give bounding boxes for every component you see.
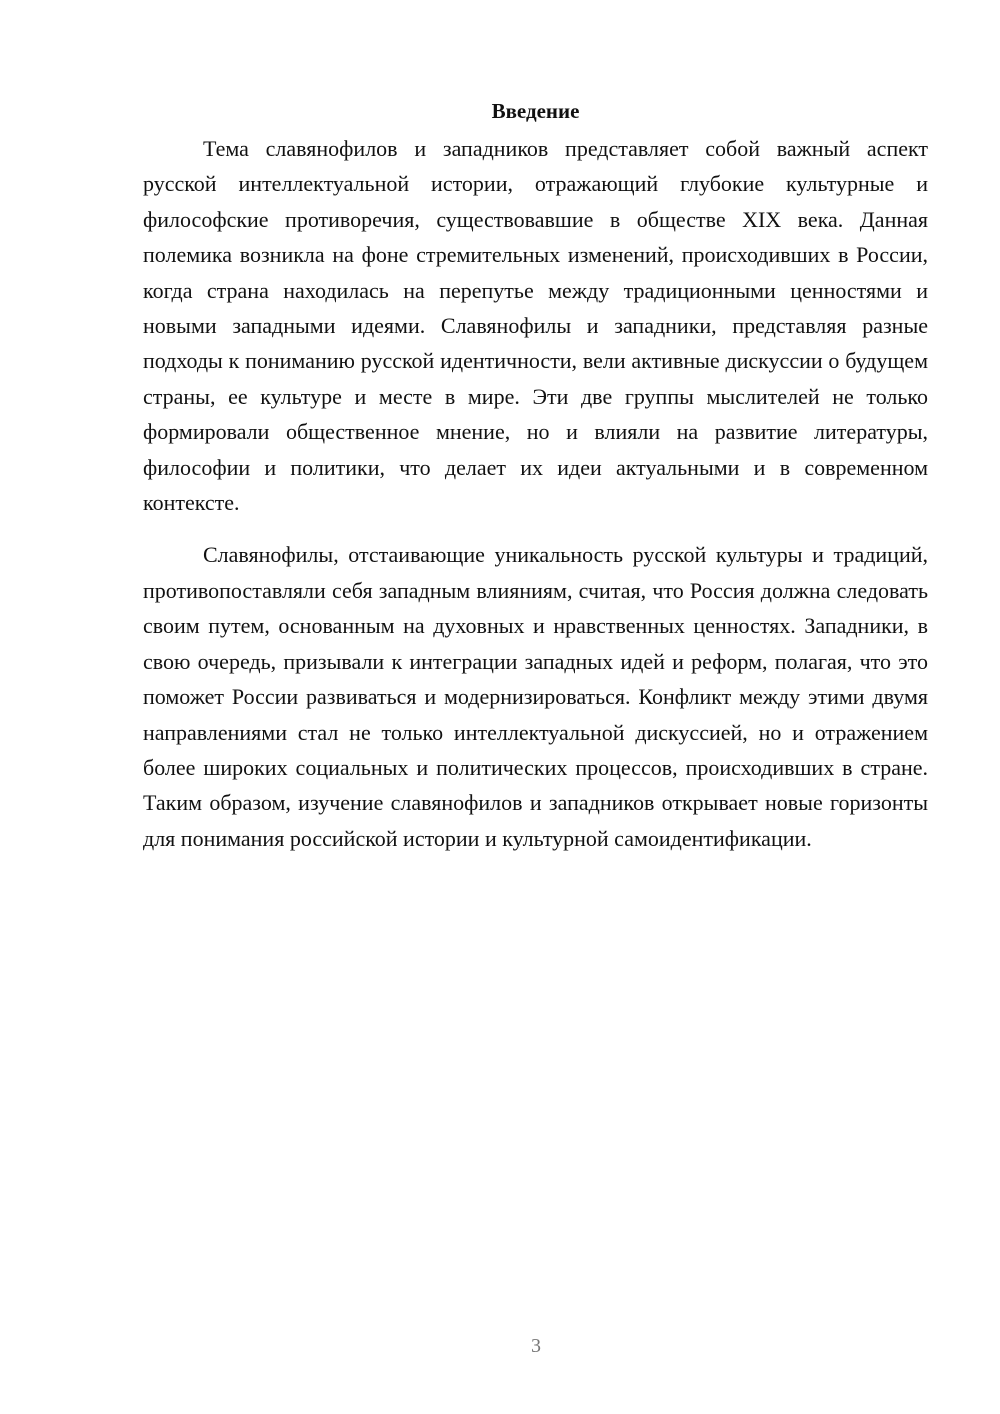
section-title: Введение (491, 99, 580, 123)
page-content (143, 96, 928, 856)
page-number: 3 (531, 1335, 541, 1357)
body-paragraph-1: Тема славянофилов и западников представляет собой важный аспект русской интеллектуальной истории, отражающий глубокие культурные и философские противоречия, существовавшие в обществе XIX века. Данная полемика возникла на фоне стремительных изменений, происходивших в России, когда страна находилась на перепутье между традиционными ценностями и новыми западными идеями. Славянофилы и западники, представляя разные подходы к пониманию русской идентичности, вели активные дискуссии о будущем страны, ее культуре и месте в мире. Эти две группы мыслителей не только формировали общественное мнение, но и влияли на развитие литературы, философии и политики, что делает их идеи актуальными и в современном контексте. (143, 136, 928, 516)
body-paragraph-2: Славянофилы, отстаивающие уникальность русской культуры и традиций, противопоставляли себя западным влияниям, считая, что Россия должна следовать своим путем, основанным на духовных и нравственных ценностях. Западники, в свою очередь, призывали к интеграции западных идей и реформ, полагая, что это поможет России развиваться и модернизироваться. Конфликт между этими двумя направлениями стал не только интеллектуальной дискуссией, но и отражением более широких социальных и политических процессов, происходивших в стране. Таким образом, изучение славянофилов и западников открывает новые горизонты для понимания российской истории и культурной самоидентификации. (143, 542, 928, 851)
